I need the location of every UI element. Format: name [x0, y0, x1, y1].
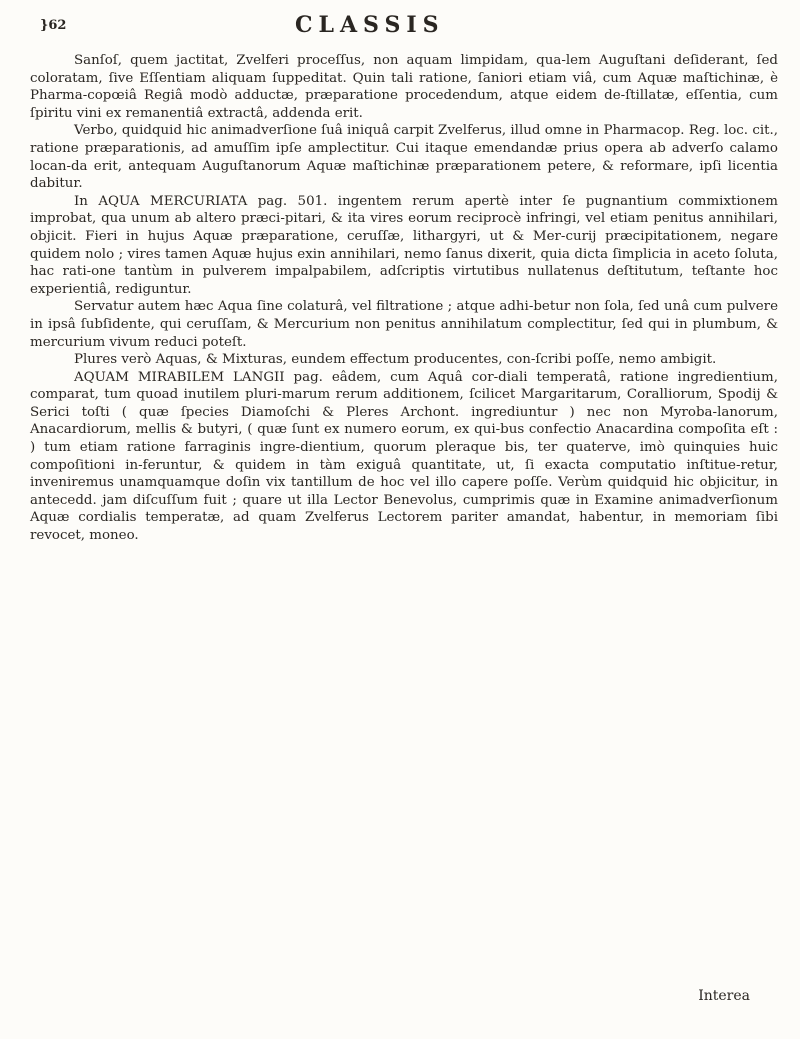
body-text — [30, 52, 778, 545]
page-header — [40, 12, 760, 44]
page-number: }62 — [40, 18, 67, 33]
paragraph-4: Servatur autem hæc Aqua ſine colaturâ, vel filtratione ; atque adhi-betur non ſola, ſed unâ cum pulvere in ipsâ ſubſidente, qui ceruſſam, & Mercurium non penitus annihilatum complectitur, ſed qui in plumbum, & mercurium vivum reduci poteſt. — [30, 299, 778, 350]
paragraph-3: In AQUA MERCURIATA pag. 501. ingentem rerum apertè inter ſe pugnantium commixtionem improbat, qua unum ab altero præci-pitari, & ita vires eorum reciprocè infringi, vel etiam penitus annihilari, objicit. Fieri in hujus Aquæ præparatione, ceruſſæ, lithargyri, ut & Mer-curij præcipitationem, negare quidem nolo ; vires tamen Aquæ hujus exin annihilari, nemo ſanus dixerit, quia dicta ſimplicia in aceto ſoluta, hac rati-one tantùm in pulverem impalpabilem, adſcriptis virtutibus nullatenus deſtitutum, teſtante hoc experientiâ, rediguntur. — [30, 193, 778, 297]
paragraph-1: Sanſoſ, quem jactitat, Zvelferi proceſſus, non aquam limpidam, qua-lem Auguſtani deſiderant, ſed coloratam, ſive Eſſentiam aliquam ſuppeditat. Quin tali ratione, ſaniori etiam viâ, cum Aquæ maſtichinæ, è Pharma-copœiâ Regiâ modò adductæ, præparatione procedendum, atque eidem de-ſtillatæ, eſſentia, cum ſpiritu vini ex remanentiâ extractâ, addenda erit. — [30, 53, 778, 121]
catchword: Interea — [698, 988, 750, 1004]
paragraph-5: Plures verò Aquas, & Mixturas, eundem effectum producentes, con-ſcribi poſſe, nemo ambigit. — [74, 352, 717, 368]
running-head: CLASSIS — [295, 12, 445, 38]
paragraph-2: Verbo, quidquid hic animadverſione ſuâ iniquâ carpit Zvelferus, illud omne in Pharmacop. Reg. loc. cit., ratione præparationis, ad amuſſim ipſe amplectitur. Cui itaque emendandæ prius opera ab adverſo calamo locan-da erit, antequam Auguſtanorum Aquæ maſtichinæ præparationem petere, & reformare, ipſi licentia dabitur. — [30, 123, 778, 192]
paragraph-6: AQUAM MIRABILEM LANGII pag. eâdem, cum Aquâ cor-diali temperatâ, ratione ingredientium, comparat, tum quoad inutilem pluri-marum rerum additionem, ſcilicet Margaritarum, Coralliorum, Spodij & Serici toſti ( quæ ſpecies Diamoſchi & Pleres Archont. ingrediuntur ) nec non Myroba-lanorum, Anacardiorum, mellis & butyri, ( quæ ſunt ex numero eorum, ex qui-bus confectio Anacardina compoſita eſt : ) tum etiam ratione farraginis ingre-dientium, quorum pleraque bis, ter quaterve, imò quinquies huic compoſitioni in-feruntur, & quidem in tàm exiguâ quantitate, ut, ſi exacta computatio inſtitue-retur, inveniremus unamquamque doſin vix tantillum de hoc vel illo capere poſſe. Verùm quidquid hic objicitur, in antecedd. jam diſcuſſum fuit ; quare ut illa Lector Benevolus, cumprimis quæ in Examine animadverſionum Aquæ cordialis temperatæ, ad quam Zvelferus Lectorem pariter amandat, habentur, in memoriam ſibi revocet, moneo. — [30, 369, 778, 544]
